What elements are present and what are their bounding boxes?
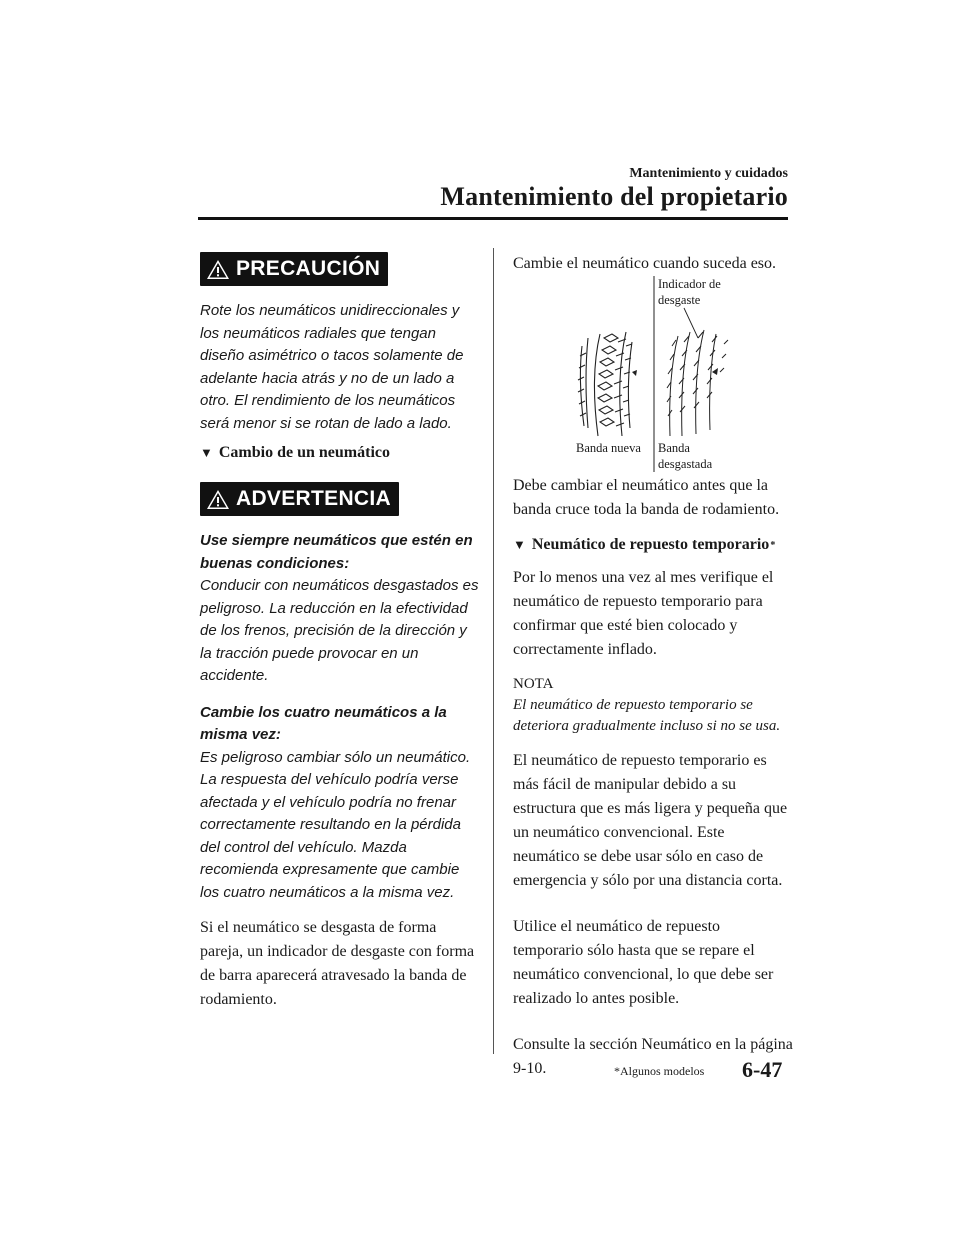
para-revisar: Por lo menos una vez al mes verifique el neumático de repuesto temporario para confirmar que esté bien colocado y correctamente inflado. <box>513 569 774 658</box>
precaucion-banner <box>200 252 388 286</box>
triangle-down-icon: ▼ <box>513 537 526 552</box>
para-utilice: Utilice el neumático de repuesto temporario sólo hasta que se repare el neumático convencional, lo que debe ser realizado lo antes posible. <box>513 918 774 1007</box>
warning-triangle-icon <box>206 259 230 280</box>
column-divider <box>493 248 494 1054</box>
para-desgaste: Si el neumático se desgasta de forma pareja, un indicador de desgaste con forma de barra aparecerá atravesado la banda de rodamiento. <box>200 919 475 1008</box>
page-number: 6-47 <box>742 1057 783 1082</box>
right-column-lower <box>513 474 793 1081</box>
heading-asterisk: * <box>770 539 776 551</box>
worn-tread-shape <box>667 330 728 436</box>
heading-repuesto-text: Neumático de repuesto temporario <box>531 536 770 553</box>
warning-triangle-icon <box>206 489 230 510</box>
para-consulte: Consulte la sección Neumático en la página 9-10. <box>513 1036 793 1077</box>
para-intro: Cambie el neumático cuando suceda eso. <box>513 255 777 272</box>
advertencia-item1-text: Conducir con neumáticos desgastados es peligroso. La reducción en la efectividad de los frenos, precisión de la dirección y la tracción puede provocar en un accidente. <box>200 577 479 684</box>
precaucion-label: PRECAUCIÓN <box>236 257 381 280</box>
para-facil: El neumático de repuesto temporario es más fácil de manipular debido a su estructura que es más ligera y pequeña que un neumático convencional. Este neumático se debe usar sólo en caso de emergencia y sólo por una distancia corta. <box>513 752 788 889</box>
new-tread-shape <box>578 332 632 436</box>
label-worn-tread: Banda desgastada <box>658 441 713 471</box>
tread-wear-diagram <box>560 276 740 472</box>
advertencia-item2-title: Cambie los cuatro neumáticos a la misma vez: <box>200 703 447 743</box>
header-title: Mantenimiento del propietario <box>440 182 788 211</box>
footer-note: *Algunos modelos <box>614 1064 705 1078</box>
heading-cambio <box>200 444 480 462</box>
header-rule <box>198 217 788 220</box>
precaucion-text: Rote los neumáticos unidireccionales y los neumáticos radiales que tengan diseño asimétrico o tacos solamente de adelante hacia atrás y no de un lado a otro. El rendimiento de los neumáticos será menor si se rotan de lado a lado. <box>200 302 464 432</box>
advertencia-item1-title: Use siempre neumáticos que estén en buenas condiciones: <box>200 532 473 572</box>
header-section: Mantenimiento y cuidados <box>629 166 788 181</box>
advertencia-banner <box>200 482 399 516</box>
heading-repuesto <box>513 536 793 554</box>
nota-label: NOTA <box>513 676 554 692</box>
advertencia-item2-text: Es peligroso cambiar sólo un neumático. La respuesta del vehículo podría verse afectada y el vehículo podría no frenar correctamente resultando en la pérdida del control del vehículo. Mazda recomienda expresamente que cambie los cuatro neumáticos a la misma vez. <box>200 748 471 901</box>
label-indicator: Indicador de desgaste <box>658 277 721 307</box>
advertencia-label: ADVERTENCIA <box>236 487 391 510</box>
para-cambiar: Debe cambiar el neumático antes que la banda cruce toda la banda de rodamiento. <box>513 477 780 518</box>
triangle-down-icon: ▼ <box>200 445 213 460</box>
label-new-tread: Banda nueva <box>576 441 641 455</box>
nota-text: El neumático de repuesto temporario se deteriora gradualmente incluso si no se usa. <box>513 697 781 734</box>
right-column <box>513 252 793 276</box>
heading-cambio-text: Cambio de un neumático <box>218 444 390 461</box>
left-column <box>200 252 480 1012</box>
